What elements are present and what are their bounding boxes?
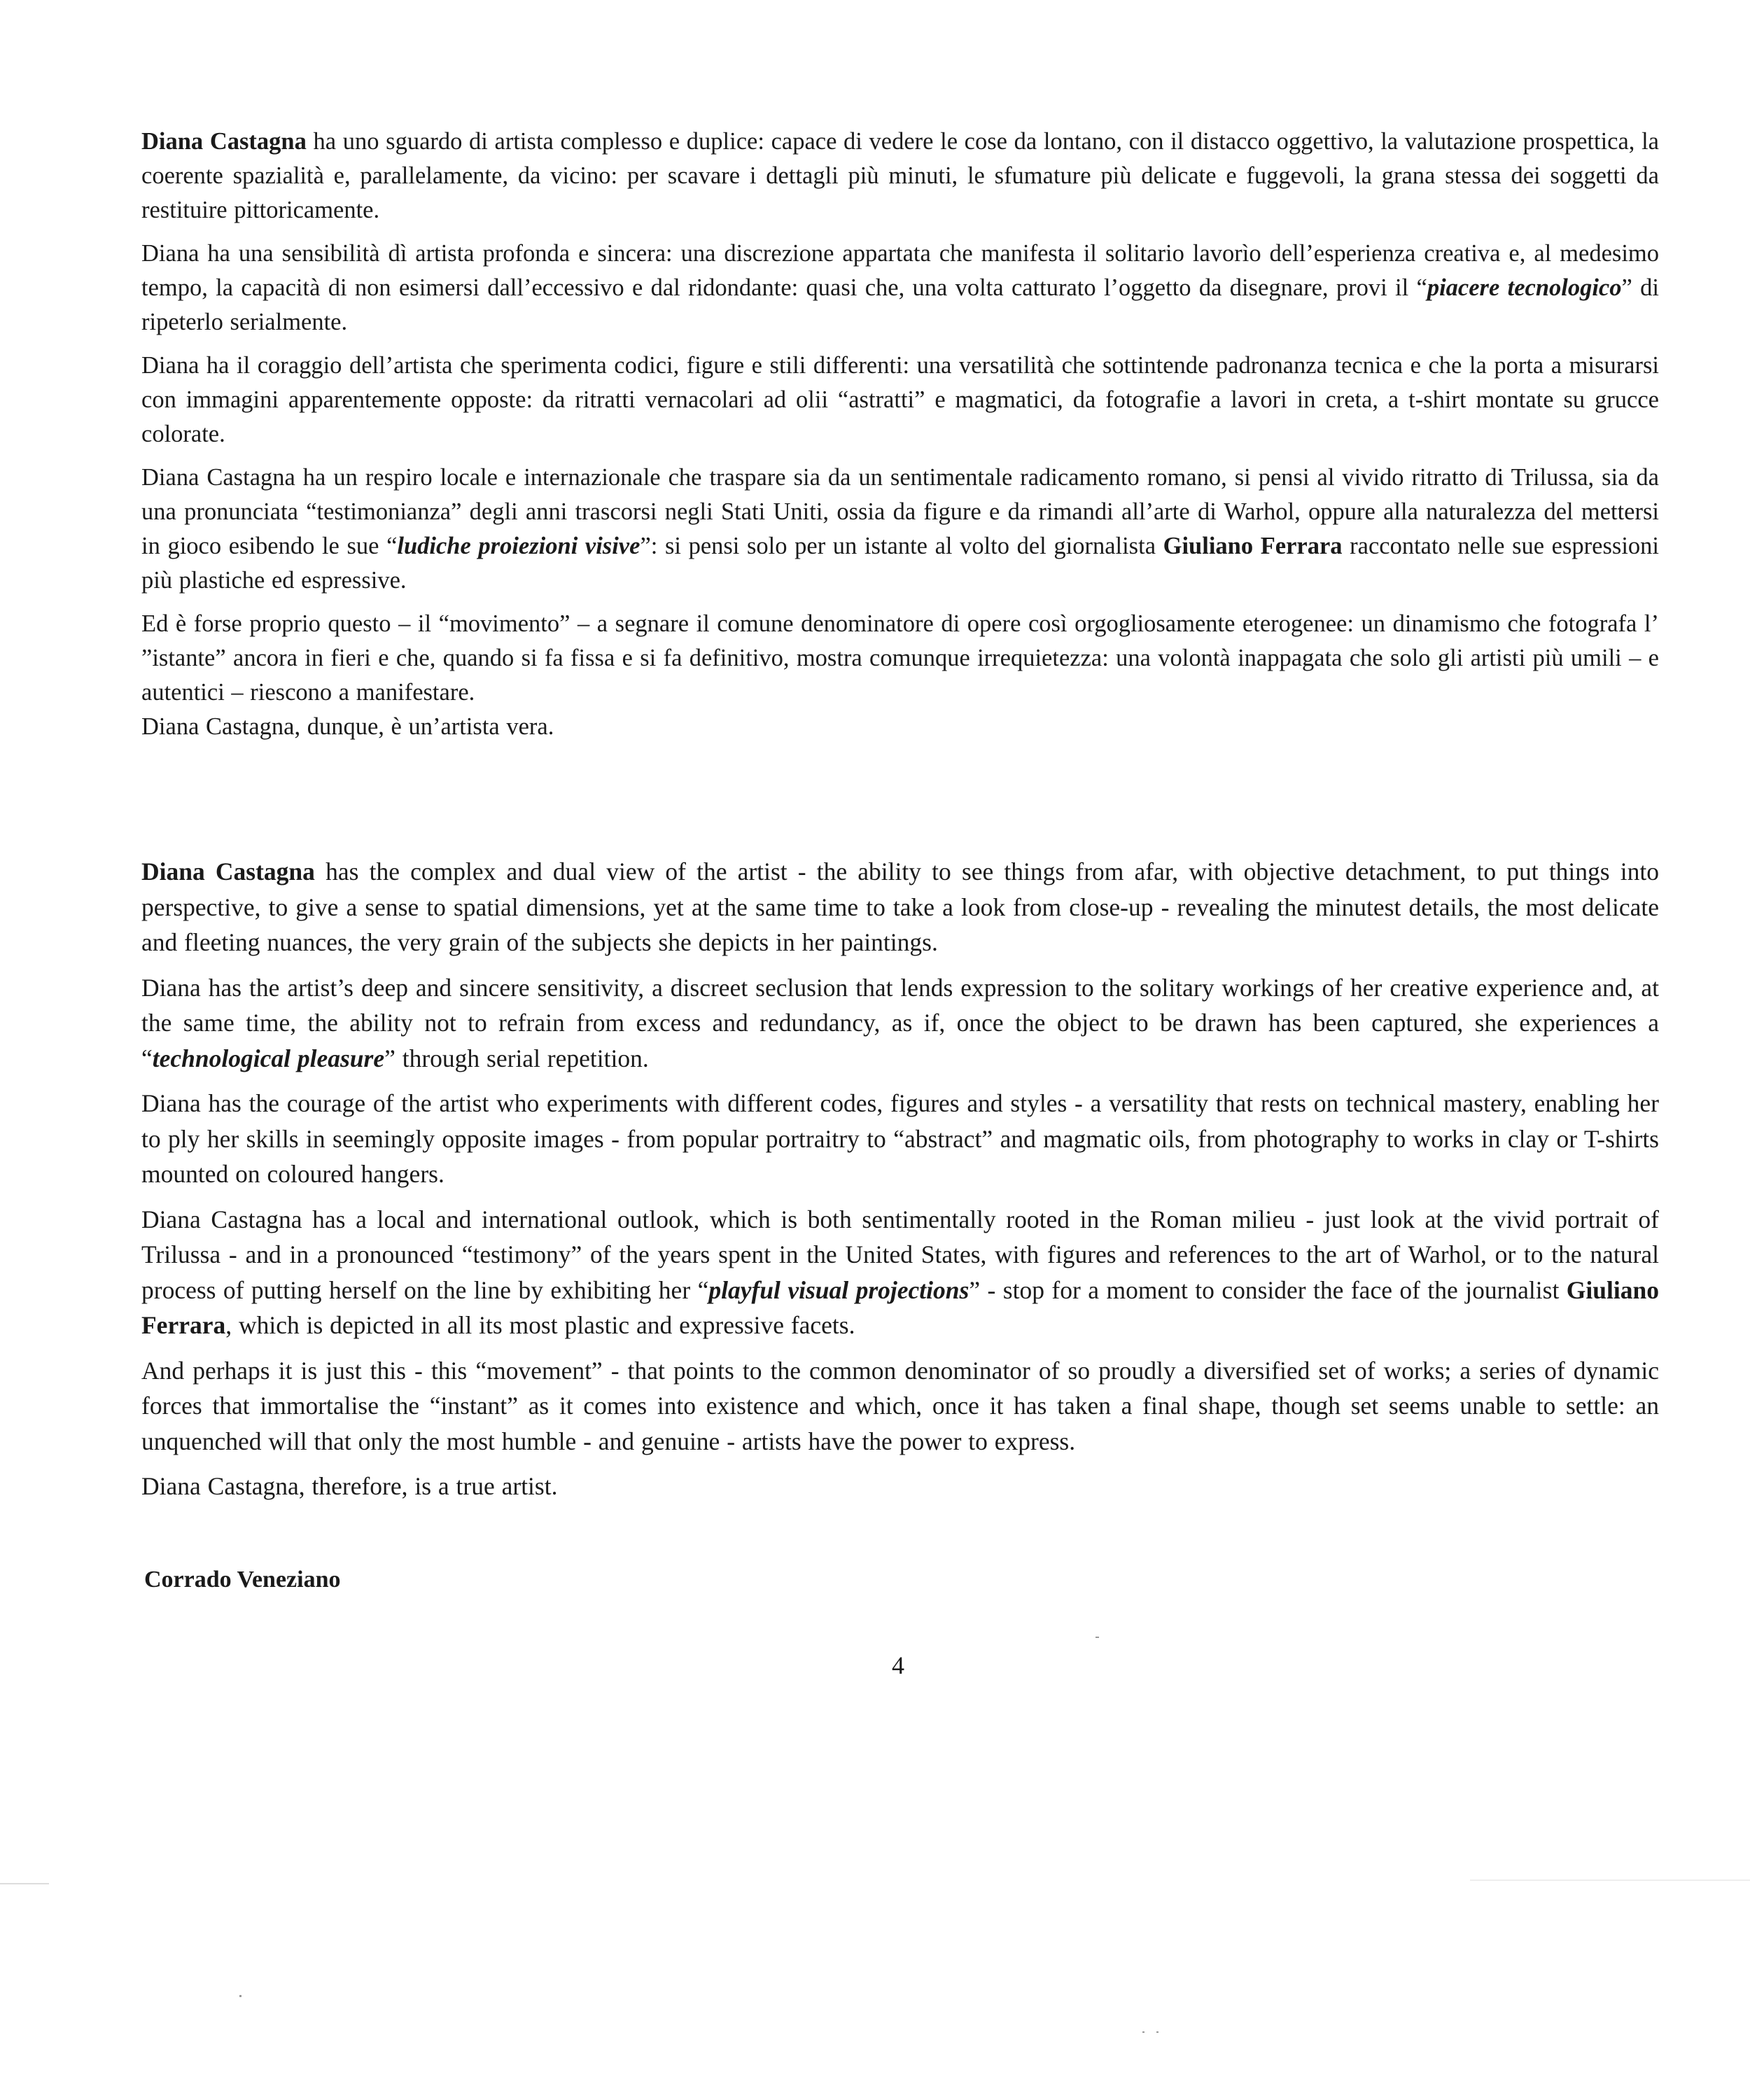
scan-speck xyxy=(1156,2031,1158,2033)
italian-paragraph-1: Diana Castagna ha uno sguardo di artista complesso e duplice: capace di vedere le cose da lontano, con il distacco oggettivo, la valutazione prospettica, la coerente spazialità e, parallelamente, da vicino: per scavare i dettagli più minuti, le sfumature più delicate e fuggevoli, la grana stessa dei soggetti da restituire pittoricamente. xyxy=(141,128,1659,223)
artist-name: Diana Castagna xyxy=(141,858,315,886)
scan-speck xyxy=(239,1995,241,1997)
emphasis-phrase: ludiche proiezioni visive xyxy=(397,533,640,559)
italian-closing-line: Diana Castagna, dunque, è un’artista vera. xyxy=(141,713,554,740)
emphasis-phrase: playful visual projections xyxy=(708,1275,969,1304)
scan-speck xyxy=(0,1883,49,1884)
english-paragraph-5: And perhaps it is just this - this “movement” - that points to the common denominator of so proudly a diversified set of works; a series of dynamic forces that immortalise the “instant” as it comes into existence and which, once it has taken a final shape, though set seems unable to settle: an unquenched will that only the most humble - and genuine - artists have the power to express. xyxy=(141,1356,1659,1455)
scan-speck xyxy=(1142,2031,1144,2033)
scan-speck xyxy=(1470,1879,1750,1881)
italian-paragraph-4: Diana Castagna ha un respiro locale e internazionale che traspare sia da un sentimentale radicamento romano, si pensi al vivido ritratto di Trilussa, sia da una pronunciata “testimonianza” degli anni trascorsi negli Stati Uniti, ossia da figure e da rimandi all’arte di Warhol, oppure alla naturalezza del mettersi in gioco esibendo le sue “ludiche proiezioni visive”: si pensi solo per un istante al volto del giornalista Giuliano Ferrara raccontato nelle sue espressioni più plastiche ed espressive. xyxy=(141,464,1659,594)
italian-paragraph-2: Diana ha una sensibilità dì artista profonda e sincera: una discrezione appartata che manifesta il solitario lavorìo dell’esperienza creativa e, al medesimo tempo, la capacità di non esimersi dall’eccessivo e dal ridondante: quasi che, una volta catturato l’oggetto da disegnare, provi il “piacere tecnologico” di ripeterlo serialmente. xyxy=(141,240,1659,335)
author-signature: Corrado Veneziano xyxy=(144,1567,341,1592)
english-paragraph-4: Diana Castagna has a local and international outlook, which is both sentimentally rooted in the Roman milieu - just look at the vivid portrait of Trilussa - and in a pronounced “testimony” of the years spent in the United States, with figures and references to the art of Warhol, or to the natural process of putting herself on the line by exhibiting her “playful visual projections” - stop for a moment to consider the face of the journalist Giuliano Ferrara, which is depicted in all its most plastic and expressive facets. xyxy=(141,1205,1659,1339)
emphasis-phrase: piacere tecnologico xyxy=(1427,274,1622,301)
english-paragraph-1: Diana Castagna has the complex and dual view of the artist - the ability to see things from afar, with objective detachment, to put things into perspective, to give a sense to spatial dimensions, yet at the same time to take a look from close-up - revealing the minutest details, the most delicate and fleeting nuances, the very grain of the subjects she depicts in her paintings. xyxy=(141,858,1660,956)
english-text xyxy=(141,854,1659,1514)
page-number: 4 xyxy=(892,1651,904,1679)
english-paragraph-2: Diana has the artist’s deep and sincere sensitivity, a discreet seclusion that lends expression to the solitary workings of her creative experience and, at the same time, the ability not to refrain from excess and redundancy, as if, once the object to be drawn has been captured, she experiences a “technological pleasure” through serial repetition. xyxy=(141,973,1659,1072)
emphasis-phrase: technological pleasure xyxy=(152,1044,385,1072)
scan-speck xyxy=(1096,1637,1099,1638)
english-paragraph-3: Diana has the courage of the artist who experiments with different codes, figures and styles - a versatility that rests on technical mastery, enabling her to ply her skills in seemingly opposite images - from popular portraitry to “abstract” and magmatic oils, from photography to works in clay or T-shirts mounted on coloured hangers. xyxy=(141,1089,1659,1188)
english-closing-line: Diana Castagna, therefore, is a true artist. xyxy=(141,1472,558,1500)
italian-paragraph-5: Ed è forse proprio questo – il “movimento” – a segnare il comune denominatore di opere così orgogliosamente eterogenee: un dinamismo che fotografa l’ ”istante” ancora in fieri e che, quando si fa fissa e si fa definitivo, mostra comunque irrequietezza: una volontà inappagata che solo gli artisti più umili – e autentici – riescono a manifestare. xyxy=(141,610,1659,706)
journalist-name: Giuliano Ferrara xyxy=(1163,533,1343,559)
artist-name: Diana Castagna xyxy=(141,128,307,155)
italian-paragraph-3: Diana ha il coraggio dell’artista che sperimenta codici, figure e stili differenti: una versatilità che sottintende padronanza tecnica e che la porta a misurarsi con immagini apparentemente opposte: da ritratti vernacolari ad olii “astratti” e magmatici, da fotografie a lavori in creta, a t-shirt montate su grucce colorate. xyxy=(141,352,1659,447)
italian-text xyxy=(141,125,1659,753)
journalist-name: Giuliano Ferrara xyxy=(141,1275,1659,1339)
